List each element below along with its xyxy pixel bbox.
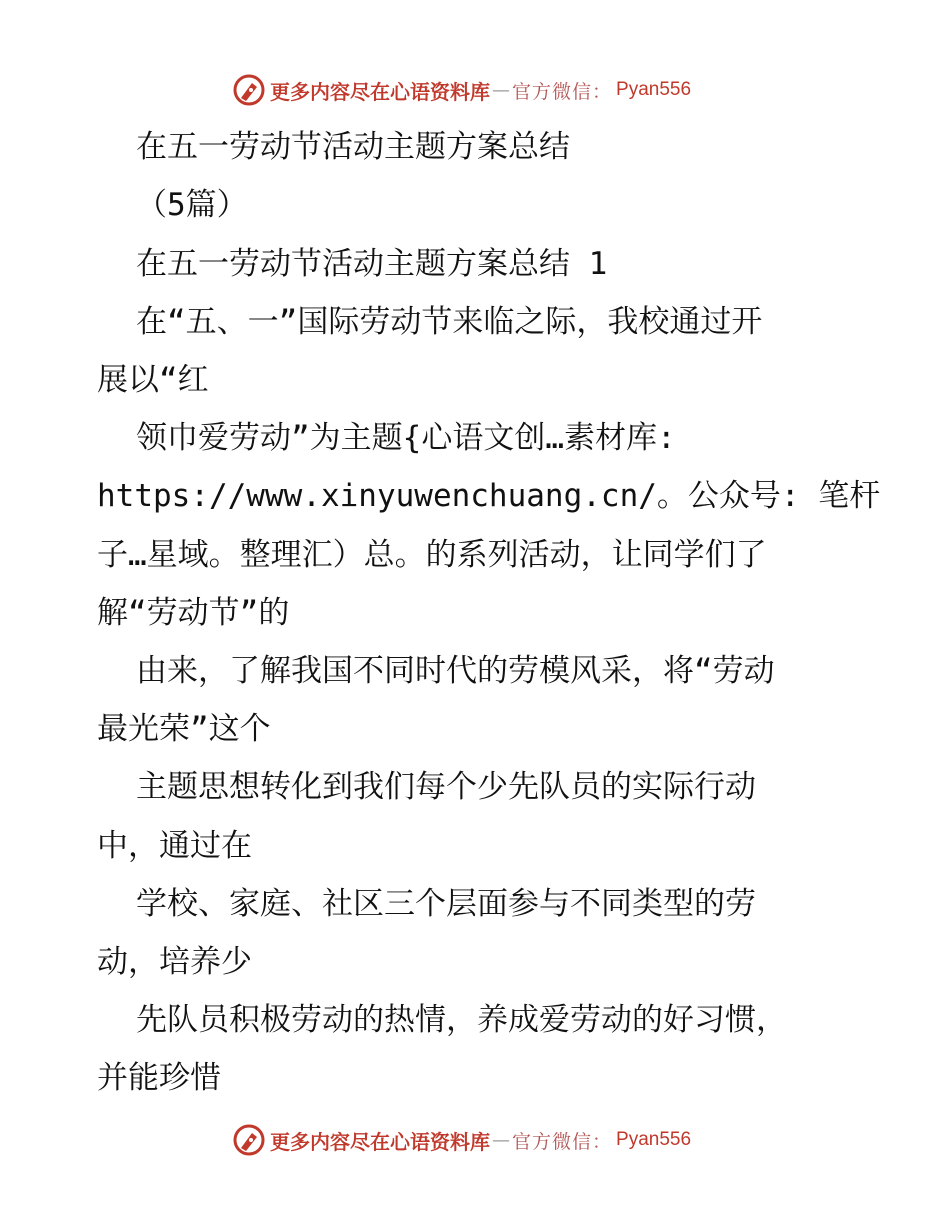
body-line: https://www.xinyuwenchuang.cn/。公众号: 笔杆 <box>97 478 881 514</box>
body-line: 子…星域。整理汇）总。的系列活动，让同学们了 <box>97 537 767 573</box>
document-title: 在五一劳动节活动主题方案总结 <box>136 129 570 165</box>
body-line: 先队员积极劳动的热情，养成爱劳动的好习惯， <box>136 1002 787 1038</box>
pen-nib-logo-icon <box>232 73 266 107</box>
watermark-brand-text: 更多内容尽在心语资料库 <box>270 79 490 104</box>
watermark-brand-text: 更多内容尽在心语资料库 <box>270 1129 490 1154</box>
watermark-official-label: 官方微信： <box>512 1130 613 1153</box>
body-line: 由来，了解我国不同时代的劳模风采，将“劳动 <box>136 653 775 689</box>
watermark-banner-bottom <box>232 1122 712 1158</box>
body-line: 主题思想转化到我们每个少先队员的实际行动 <box>136 769 756 805</box>
watermark-dash: — <box>492 79 510 101</box>
watermark-dash: — <box>492 1129 510 1151</box>
body-line: 领巾爱劳动”为主题{心语文创…素材库: <box>136 420 676 456</box>
watermark-official-label: 官方微信： <box>512 80 613 103</box>
body-line: 并能珍惜 <box>97 1060 221 1096</box>
body-line: 解“劳动节”的 <box>97 595 290 631</box>
document-subtitle: （5篇） <box>136 187 248 223</box>
watermark-banner-top <box>232 72 712 108</box>
body-line: 最光荣”这个 <box>97 711 271 747</box>
body-line: 动，培养少 <box>97 944 252 980</box>
body-line: 中，通过在 <box>97 828 252 864</box>
section-heading: 在五一劳动节活动主题方案总结 1 <box>136 246 608 282</box>
body-line: 在“五、一”国际劳动节来临之际，我校通过开 <box>136 304 763 340</box>
watermark-handle: Pyan556 <box>616 79 692 100</box>
pen-nib-logo-icon <box>232 1123 266 1157</box>
body-line: 学校、家庭、社区三个层面参与不同类型的劳 <box>136 886 756 922</box>
watermark-handle: Pyan556 <box>616 1129 692 1150</box>
body-line: 展以“红 <box>97 362 209 398</box>
